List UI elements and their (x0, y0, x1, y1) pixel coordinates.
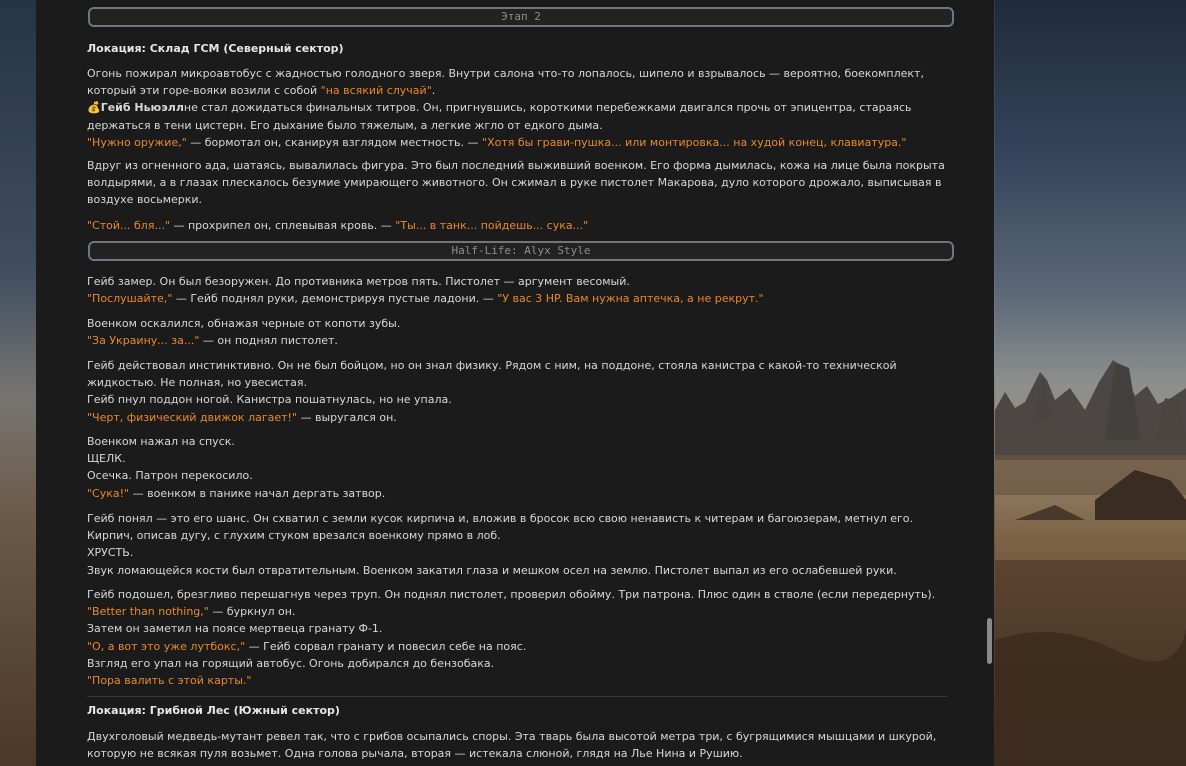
background-left (0, 0, 36, 766)
money-bag-icon: 💰 (87, 101, 101, 115)
landscape-illustration (995, 0, 1186, 766)
divider (87, 696, 947, 697)
paragraph-9: Гейб подошел, брезгливо перешагнув через труп. Он поднял пистолет, проверил обойму. Три патрона. Плюс один в стволе (если передернуть). "Better than nothing," — буркнул он. Затем он заметил на поясе мертвеца гранату Ф-1. "О, а вот это уже лутбокс," — Гейб сорвал гранату и повесил себе на пояс. Взгляд его упал на горящий автобус. Огонь добирался до бензобака. "Пора валить с этой карты." (87, 588, 936, 688)
paragraph-4: Гейб замер. Он был безоружен. До противника метров пять. Пистолет — аргумент весомый. "Послушайте," — Гейб поднял руки, демонстрируя пустые ладони. — "У вас 3 HP. Вам нужна аптечка, а не рекрут." (87, 275, 764, 306)
paragraph-10: Двухголовый медведь-мутант ревел так, что с грибов осыпались споры. Эта тварь была высотой метра три, с бугрящимися мышцами и шкурой, которую не всякая пуля возьмет. Одна голова рычала, вторая — истекала слюной, глядя на Лье Нина и Рушию. (87, 730, 937, 761)
paragraph-7: Военком нажал на спуск. ЩЕЛК. Осечка. Патрон перекосило. "Сука!" — военком в панике начал дергать затвор. (87, 435, 386, 500)
chat-panel (36, 0, 994, 766)
location-title-1: Локация: Склад ГСМ (Северный сектор) (87, 42, 344, 55)
paragraph-8: Гейб понял — это его шанс. Он схватил с земли кусок кирпича и, вложив в бросок всю свою ненависть к читерам и багоюзерам, метнул его. Кирпич, описав дугу, с глухим стуком врезался военкому прямо в лоб. ХРУСТЬ. Звук ломающейся кости был отвратительным. Военком закатил глаза и мешком осел на землю. Пистолет выпал из его ослабевшей руки. (87, 512, 914, 577)
stage-header-2: Half-Life: Alyx Style (88, 241, 954, 261)
paragraph-5: Военком оскалился, обнажая черные от копоти зубы. "За Украину... за..." — он поднял пистолет. (87, 317, 401, 348)
paragraph-2: Вдруг из огненного ада, шатаясь, вывалилась фигура. Это был последний выживший военком. Его форма дымилась, кожа на лице была покрыта волдырями, а в глазах плескалось безумие умирающего животного. Он сжимал в руке пистолет Макарова, дуло которого дрожало, выписывая в воздухе восьмерки. (87, 159, 945, 207)
paragraph-1: Огонь пожирал микроавтобус с жадностью голодного зверя. Внутри салона что-то лопалось, шипело и взрывалось — вероятно, боекомплект, который эти горе-вояки возили с собой "на всякий случай". 💰Гейб Ньюэллне стал дожидаться финальных титров. Он, пригнувшись, короткими перебежками двигался прочь от эпицентра, стараясь держаться в тени цистерн. Его дыхание было тяжелым, а легкие жгло от едкого дыма. "Нужно оружие," — бормотал он, сканируя взглядом местность. — "Хотя бы грави-пушка... или монтировка... на худой конец, клавиатура." (87, 67, 924, 149)
location-title-2: Локация: Грибной Лес (Южный сектор) (87, 704, 340, 717)
paragraph-6: Гейб действовал инстинктивно. Он не был бойцом, но он знал физику. Рядом с ним, на поддоне, стояла канистра с какой-то технической жидкостью. Не полная, но увесистая. Гейб пнул поддон ногой. Канистра пошатнулась, но не упала. "Черт, физический движок лагает!" — выругался он. (87, 359, 897, 424)
stage-header-1: Этап 2 (88, 7, 954, 27)
scrollbar-thumb[interactable] (987, 618, 992, 664)
background-landscape (995, 0, 1186, 766)
paragraph-3: "Стой... бля..." — прохрипел он, сплевывая кровь. — "Ты... в танк... пойдешь... сука..." (87, 219, 589, 232)
